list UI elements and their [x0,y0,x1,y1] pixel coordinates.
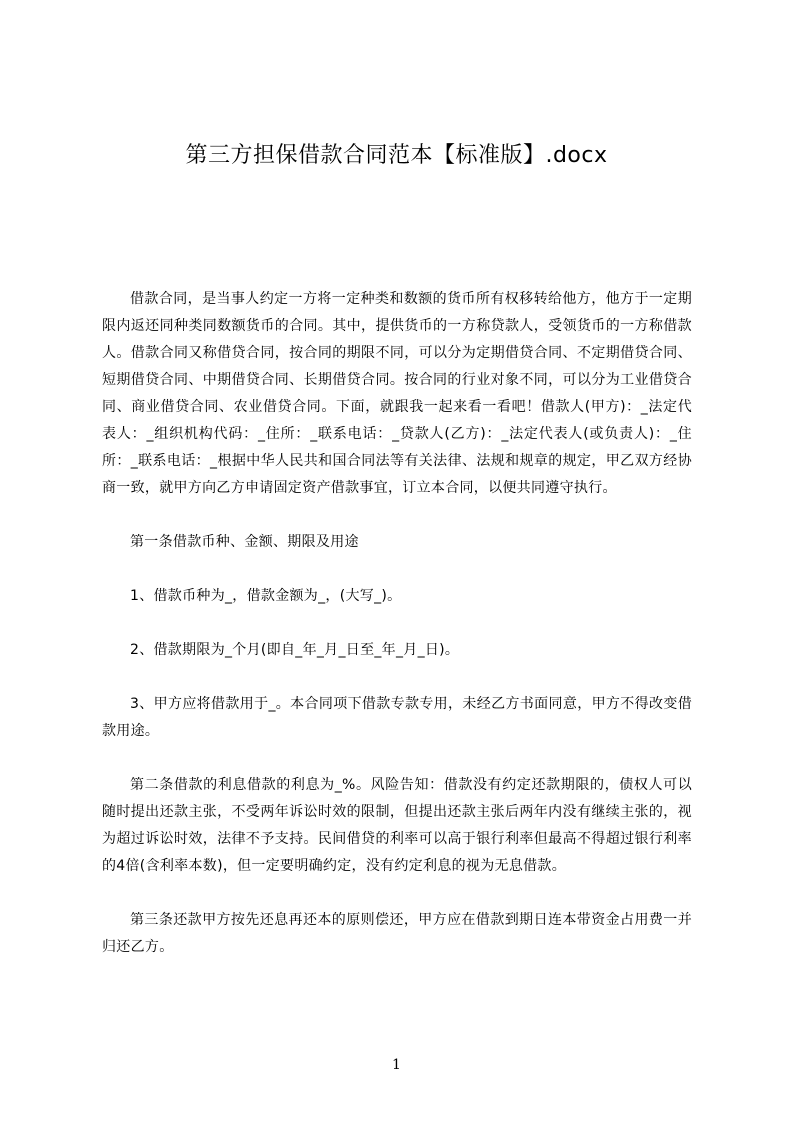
paragraph-spacer [102,880,692,907]
paragraph-spacer [102,610,692,637]
paragraph-spacer [102,502,692,529]
page-number: 1 [392,1057,401,1073]
document-title: 第三方担保借款合同范本【标准版】.docx [185,143,608,168]
paragraph-spacer [102,556,692,583]
article-2-interest: 第二条借款的利息借款的利息为_%。风险告知：借款没有约定还款期限的，债权人可以随时提出还款主张，不受两年诉讼时效的限制，但提出还款主张后两年内没有继续主张的，视为超过诉讼时效，法律不予支持。民间借贷的利率可以高于银行利率但最高不得超过银行利率的4倍(含利率本数)，但一定要明确约定，没有约定利息的视为无息借款。 [102,777,692,874]
clause-2-term: 2、借款期限为_个月(即自_年_月_日至_年_月_日)。 [130,642,460,658]
intro-paragraph: 借款合同，是当事人约定一方将一定种类和数额的货币所有权移转给他方，他方于一定期限内返还同种类同数额货币的合同。其中，提供货币的一方称贷款人，受领货币的一方称借款人。借款合同又称借贷合同，按合同的期限不同，可以分为定期借贷合同、不定期借贷合同、短期借贷合同、中期借贷合同、长期借贷合同。按合同的行业对象不同，可以分为工业借贷合同、商业借贷合同、农业借贷合同。下面，就跟我一起来看一看吧！借款人(甲方)：_法定代表人：_组织机构代码：_住所：_联系电话：_贷款人(乙方)：_法定代表人(或负责人)：_住所：_联系电话：_根据中华人民共和国合同法等有关法律、法规和规章的规定，甲乙双方经协商一致，就甲方向乙方申请固定资产借款事宜，订立本合同，以便共同遵守执行。 [102,291,692,496]
document-body [102,286,692,961]
article-1-heading: 第一条借款币种、金额、期限及用途 [130,534,359,550]
paragraph-spacer [102,745,692,772]
paragraph-spacer [102,664,692,691]
article-3-repayment: 第三条还款甲方按先还息再还本的原则偿还，甲方应在借款到期日连本带资金占用费一并归还乙方。 [102,912,692,955]
clause-3-purpose: 3、甲方应将借款用于_。本合同项下借款专款专用，未经乙方书面同意，甲方不得改变借款用途。 [102,696,692,739]
clause-1-currency: 1、借款币种为_，借款金额为_，(大写_)。 [130,588,402,604]
